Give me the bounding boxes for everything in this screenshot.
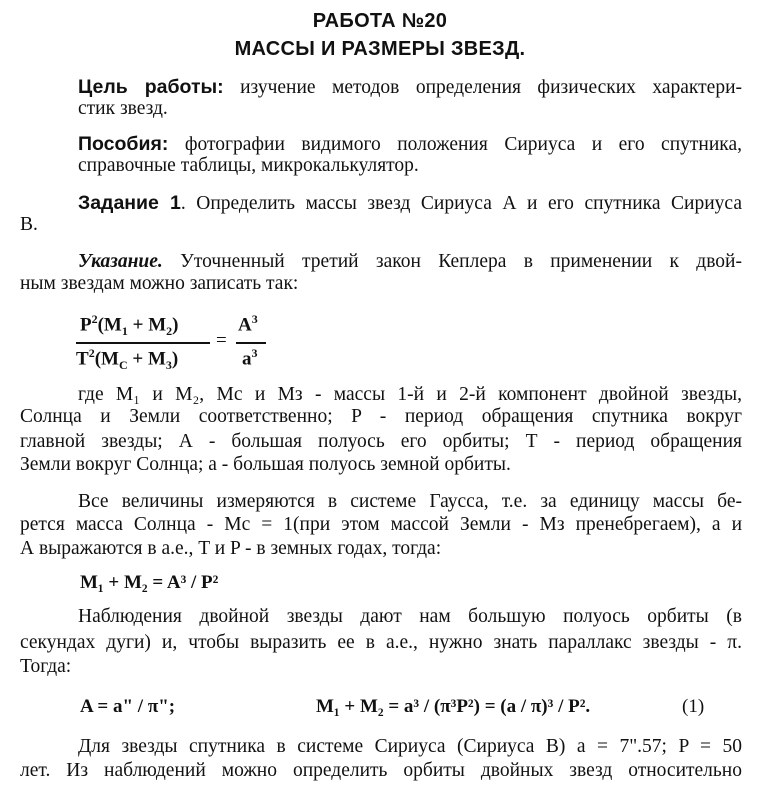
semi-axis-formula: A = a" / π"; [80,696,176,717]
para1-line-4: Земли вокруг Солнца; а - большая полуось земной орбиты. [20,454,511,475]
kepler-fraction-bar [76,342,210,344]
mass-parallax-formula: M₁ + M₂ = a³ / (π³P²) = (a / π)³ / P². [316,696,591,717]
task-line-1 [78,192,742,215]
hint-line-1 [78,251,742,273]
page-subtitle: МАССЫ И РАЗМЕРЫ ЗВЕЗД. [234,38,526,60]
para2-line-3: А выражаются в а.е., T и P - в земных годах, тогда: [20,538,442,559]
para3-line-3: Тогда: [20,656,72,677]
aids-text-1: фотографии видимого положения Сириуса и его спутника, [168,134,742,155]
hint-text-1: Уточненный третий закон Кеплера в применении к двой- [162,251,742,272]
task-label: Задание 1 [78,192,181,214]
kepler-rhs-numerator: $A^3$ [238,312,258,336]
goal-text-1: изучение методов определения физических характери- [223,77,742,98]
kepler-rhs-bar [236,342,266,344]
para4-line-1: Для звезды спутника в системе Сириуса (Сириуса В) a = 7".57; P = 50 [78,736,742,757]
para1-line-1: где M₁ и M₂, Mс и Mз - массы 1-й и 2-й компонент двойной звезды, [78,384,742,405]
goal-label: Цель работы: [78,76,224,98]
equation-number: (1) [682,696,705,717]
kepler-rhs-denominator: $a^3$ [242,346,258,370]
kepler-formula [76,312,316,372]
task-line-2: В. [20,214,38,235]
aids-line-2: справочные таблицы, микрокалькулятор. [78,155,419,176]
hint-line-2: ным звездам можно записать так: [20,273,299,294]
kepler-numerator: $P^2(M_1 + M_2)$ [80,312,179,339]
mass-sum-formula: M₁ + M₂ = A³ / P² [80,572,219,593]
page-title: РАБОТА №20 [312,10,448,32]
goal-line-2: стик звезд. [78,98,168,119]
hint-label: Указание. [78,251,163,272]
goal-line-1 [78,76,742,99]
para3-line-1: Наблюдения двойной звезды дают нам большую полуось орбиты (в [78,606,742,627]
para2-line-2: рется масса Солнца - Mс = 1(при этом массой Земли - Mз пренебрегаем), а и [20,514,742,535]
kepler-denominator: $T^2(M_C + M_3)$ [76,346,179,373]
para3-line-2: секундах дуги) и, чтобы выразить ее в а.е., нужно знать параллакс звезды - π. [20,632,742,653]
para1-line-3: главной звезды; А - большая полуось его орбиты; Т - период обращения [20,431,742,452]
aids-label: Пособия: [78,133,169,155]
aids-line-1 [78,133,742,156]
task-text-1: . Определить массы звезд Сириуса А и его спутника Сириуса [180,193,742,214]
para2-line-1: Все величины измеряются в системе Гаусса, т.е. за единицу массы бе- [78,491,742,512]
kepler-equals: = [216,330,227,351]
para1-line-2: Солнца и Земли соответственно; P - период обращения спутника вокруг [20,406,742,427]
para4-line-2: лет. Из наблюдений можно определить орбиты двойных звезд относительно [20,760,742,781]
